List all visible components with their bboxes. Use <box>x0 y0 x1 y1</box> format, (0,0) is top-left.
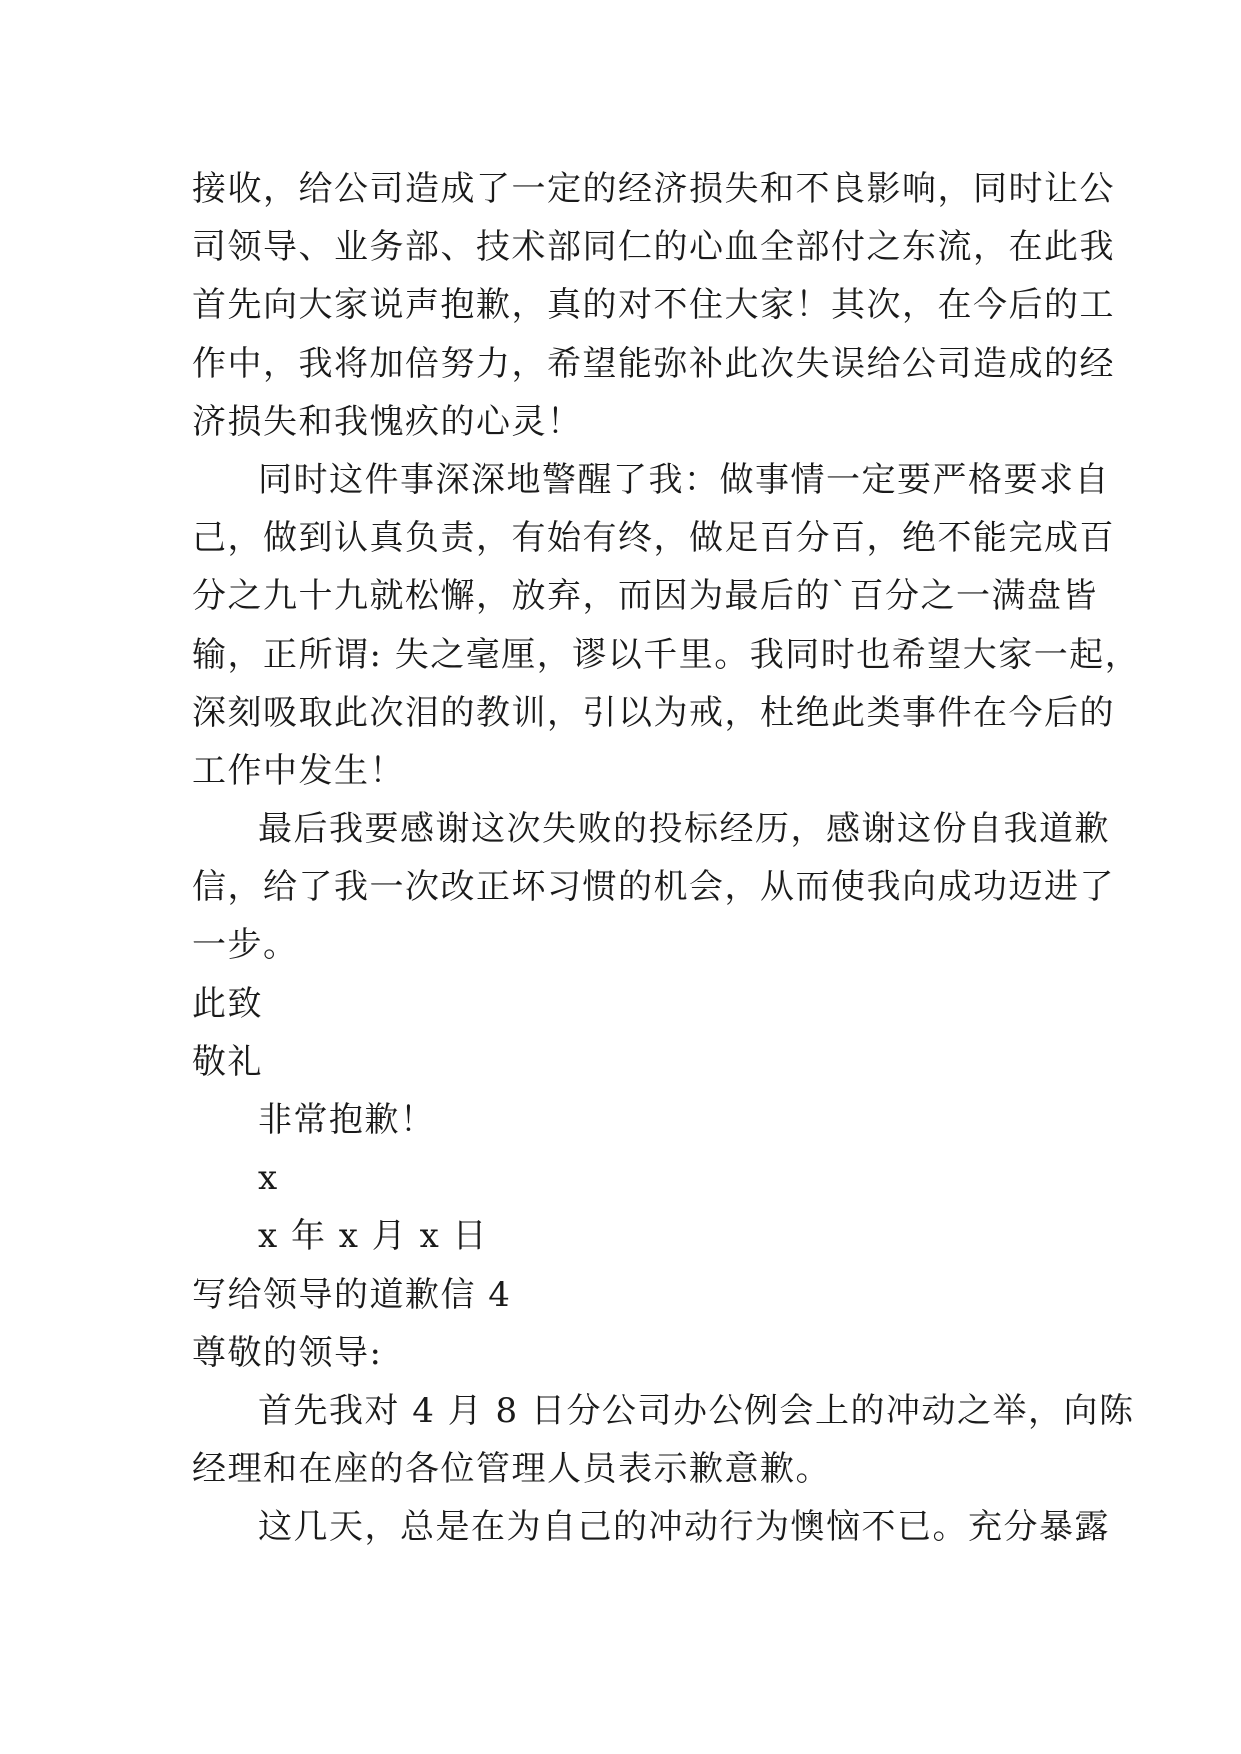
body-line: 这几天，总是在为自己的冲动行为懊恼不已。充分暴露 <box>258 1507 1110 1548</box>
body-line: 深刻吸取此次泪的教训，引以为戒，杜绝此类事件在今后的 <box>192 692 1115 733</box>
body-line: 己，做到认真负责，有始有终，做足百分百，绝不能完成百 <box>192 518 1115 559</box>
signature-name: x <box>258 1158 279 1199</box>
salutation-line: 敬礼 <box>192 1041 263 1082</box>
body-line: 最后我要感谢这次失败的投标经历，感谢这份自我道歉 <box>258 809 1110 850</box>
body-line: 信，给了我一次改正坏习惯的机会，从而使我向成功迈进了 <box>192 867 1115 908</box>
greeting-line: 尊敬的领导: <box>192 1332 383 1373</box>
body-line: 输，正所谓: 失之毫厘，谬以千里。我同时也希望大家一起， <box>192 634 1141 675</box>
body-line: 一步。 <box>192 925 299 966</box>
body-line: 经理和在座的各位管理人员表示歉意歉。 <box>192 1449 831 1490</box>
section-title: 写给领导的道歉信 4 <box>192 1274 512 1315</box>
apology-line: 非常抱歉！ <box>258 1100 436 1140</box>
letter-body <box>192 160 1141 1557</box>
body-line: 工作中发生！ <box>192 750 405 791</box>
body-line: 首先向大家说声抱歉，真的对不住大家！其次，在今后的工 <box>192 285 1115 326</box>
body-line: 司领导、业务部、技术部同仁的心血全部付之东流，在此我 <box>192 227 1115 268</box>
body-line: 济损失和我愧疚的心灵！ <box>192 401 583 442</box>
body-line: 接收，给公司造成了一定的经济损失和不良影响，同时让公 <box>192 169 1115 209</box>
body-line: 首先我对 4 月 8 日分公司办公例会上的冲动之举，向陈 <box>258 1390 1135 1431</box>
body-line: 作中，我将加倍努力，希望能弥补此次失误给公司造成的经 <box>192 343 1115 384</box>
body-line: 分之九十九就松懈，放弃，而因为最后的`百分之一满盘皆 <box>192 576 1098 617</box>
signature-date: x 年 x 月 x 日 <box>258 1216 489 1257</box>
body-line: 同时这件事深深地警醒了我：做事情一定要严格要求自 <box>258 459 1110 500</box>
closing-line: 此致 <box>192 983 263 1024</box>
